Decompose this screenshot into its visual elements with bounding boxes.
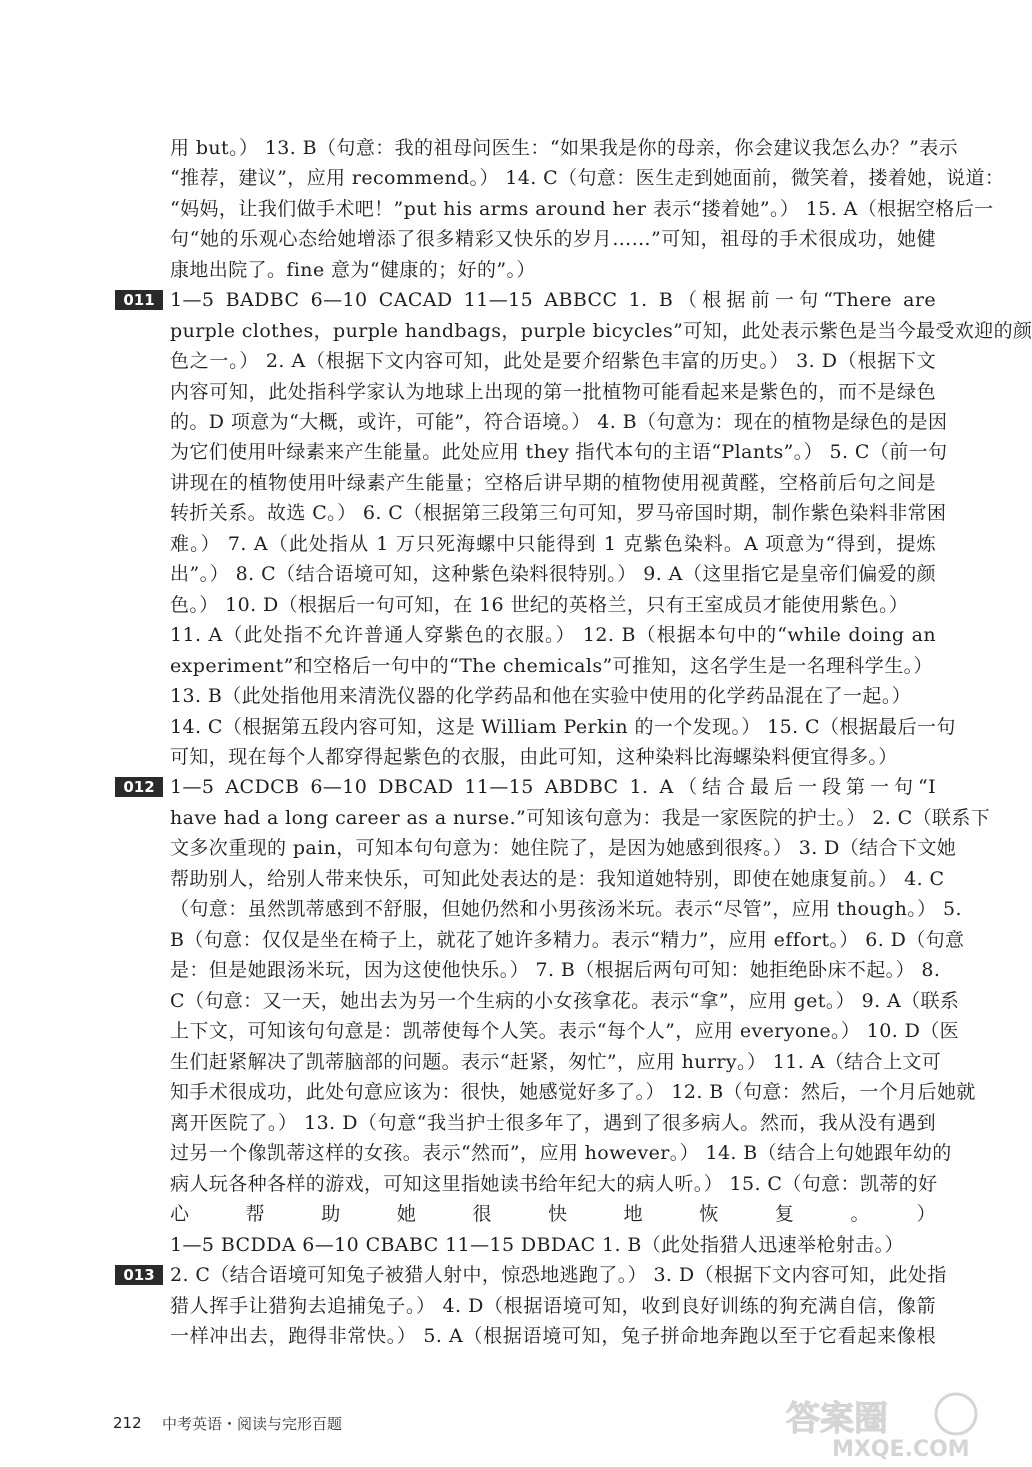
- text-line: 内容可知，此处指科学家认为地球上出现的第一批植物可能看起来是紫色的，而不是绿色: [170, 381, 936, 403]
- text-line: “妈妈，让我们做手术吧！”put his arms around her 表示“搂着她”。） 15. A（根据空格后一: [170, 198, 994, 220]
- text-line: （句意：虽然凯蒂感到不舒服，但她仍然和小男孩汤米玩。表示“尽管”，应用 though。） 5.: [170, 898, 962, 920]
- text-line: 心帮助她很快地恢复。）: [170, 1203, 936, 1225]
- site-watermark-logo: [780, 1390, 990, 1462]
- page-number: 212: [113, 1414, 142, 1432]
- text-line: 生们赶紧解决了凯蒂脑部的问题。表示“赶紧，匆忙”，应用 hurry。） 11. A（结合上文可: [170, 1051, 942, 1073]
- text-line: 11. A（此处指不允许普通人穿紫色的衣服。） 12. B（根据本句中的“while doing an: [170, 624, 936, 646]
- text-line: 病人玩各种各样的游戏，可知这里指她读书给年纪大的病人听。） 15. C（句意：凯蒂的好: [170, 1173, 938, 1195]
- text-line: 2. C（结合语境可知兔子被猎人射中，惊恐地逃跑了。） 3. D（根据下文内容可知，此处指: [170, 1264, 947, 1286]
- text-line: 14. C（根据第五段内容可知，这是 William Perkin 的一个发现。） 15. C（根据最后一句: [170, 716, 956, 738]
- text-line: 难。） 7. A（此处指从 1 万只死海螺中只能得到 1 克紫色染料。A 项意为“得到，提炼: [170, 533, 936, 555]
- section-tag-011: 011: [115, 290, 163, 310]
- text-line: have had a long career as a nurse.”可知该句意为：我是一家医院的护士。） 2. C（联系下: [170, 807, 991, 829]
- text-line: 文多次重现的 pain，可知本句句意为：她住院了，是因为她感到很疼。） 3. D（结合下文她: [170, 837, 957, 859]
- text-line: 出”。） 8. C（结合语境可知，这种紫色染料很特别。） 9. A（这里指它是皇帝们偏爱的颜: [170, 563, 936, 585]
- text-line: 色。） 10. D（根据后一句可知，在 16 世纪的英格兰，只有王室成员才能使用紫色。）: [170, 594, 909, 616]
- text-line: 康地出院了。fine 意为“健康的；好的”。）: [170, 259, 536, 281]
- text-line: 1—5 BADBC 6—10 CACAD 11—15 ABBCC 1. B（根据前一句“There are: [170, 289, 936, 311]
- text-line: 色之一。） 2. A（根据下文内容可知，此处是要介绍紫色丰富的历史。） 3. D（根据下文: [170, 350, 936, 372]
- text-line: 帮助别人，给别人带来快乐，可知此处表达的是：我知道她特别，即使在她康复前。） 4. C: [170, 868, 945, 890]
- text-line: “推荐，建议”，应用 recommend。） 14. C（句意：医生走到她面前，微笑着，搂着她，说道：: [170, 167, 1005, 189]
- text-line: experiment”和空格后一句中的“The chemicals”可推知，这名学生是一名理科学生。）: [170, 655, 933, 677]
- section-tag-013: 013: [115, 1265, 163, 1285]
- watermark-logo-text: 答案圈: [786, 1399, 888, 1439]
- section-tag-012: 012: [115, 777, 163, 797]
- text-line: 转折关系。故选 C。） 6. C（根据第三段第三句可知，罗马帝国时期，制作紫色染料非常困: [170, 502, 947, 524]
- text-line: 可知，现在每个人都穿得起紫色的衣服，由此可知，这种染料比海螺染料便宜得多。）: [170, 746, 898, 768]
- text-line: 讲现在的植物使用叶绿素产生能量；空格后讲早期的植物使用视黄醛，空格前后句之间是: [170, 472, 936, 494]
- text-line: 知手术很成功，此处句意应该为：很快，她感觉好多了。） 12. B（句意：然后，一个月后她就: [170, 1081, 976, 1103]
- text-line: 为它们使用叶绿素来产生能量。此处应用 they 指代本句的主语“Plants”。） 5. C（前一句: [170, 441, 948, 463]
- text-line: 的。D 项意为“大概，或许，可能”，符合语境。） 4. B（句意为：现在的植物是绿色的是因: [170, 411, 948, 433]
- watermark-url-text: MXQE.COM: [832, 1437, 970, 1462]
- text-line: 一样冲出去，跑得非常快。） 5. A（根据语境可知，兔子拼命地奔跑以至于它看起来像根: [170, 1325, 936, 1347]
- text-line: 上下文，可知该句句意是：凯蒂使每个人笑。表示“每个人”，应用 everyone。） 10. D（医: [170, 1020, 960, 1042]
- text-line: 过另一个像凯蒂这样的女孩。表示“然而”，应用 however。） 14. B（结合上句她跟年幼的: [170, 1142, 952, 1164]
- text-line: C（句意：又一天，她出去为另一个生病的小女孩拿花。表示“拿”，应用 get。） 9. A（联系: [170, 990, 960, 1012]
- text-line: 1—5 ACDCB 6—10 DBCAD 11—15 ABDBC 1. A（结合最后一段第一句“I: [170, 776, 936, 798]
- text-line: purple clothes，purple handbags，purple bicycles”可知，此处表示紫色是当今最受欢迎的颜: [170, 320, 1032, 342]
- text-line: B（句意：仅仅是坐在椅子上，就花了她许多精力。表示“精力”，应用 effort。） 6. D（句意: [170, 929, 965, 951]
- text-line: 用 but。） 13. B（句意：我的祖母问医生：“如果我是你的母亲，你会建议我怎么办？”表示: [170, 137, 959, 159]
- text-line: 1—5 BCDDA 6—10 CBABC 11—15 DBDAC 1. B（此处指猎人迅速举枪射击。）: [170, 1234, 904, 1256]
- text-line: 13. B（此处指他用来清洗仪器的化学药品和他在实验中使用的化学药品混在了一起。）: [170, 685, 912, 707]
- text-line: 句“她的乐观心态给她增添了很多精彩又快乐的岁月……”可知，祖母的手术很成功，她健: [170, 228, 936, 250]
- book-title: 中考英语・阅读与完形百题: [162, 1415, 343, 1433]
- text-line: 离开医院了。） 13. D（句意“我当护士很多年了，遇到了很多病人。然而，我从没有遇到: [170, 1112, 936, 1134]
- text-line: 猎人挥手让猎狗去追捕兔子。） 4. D（根据语境可知，收到良好训练的狗充满自信，像箭: [170, 1295, 936, 1317]
- text-line: 是：但是她跟汤米玩，因为这使他快乐。） 7. B（根据后两句可知：她拒绝卧床不起。） 8.: [170, 959, 941, 981]
- watermark-circle-icon: [936, 1394, 976, 1434]
